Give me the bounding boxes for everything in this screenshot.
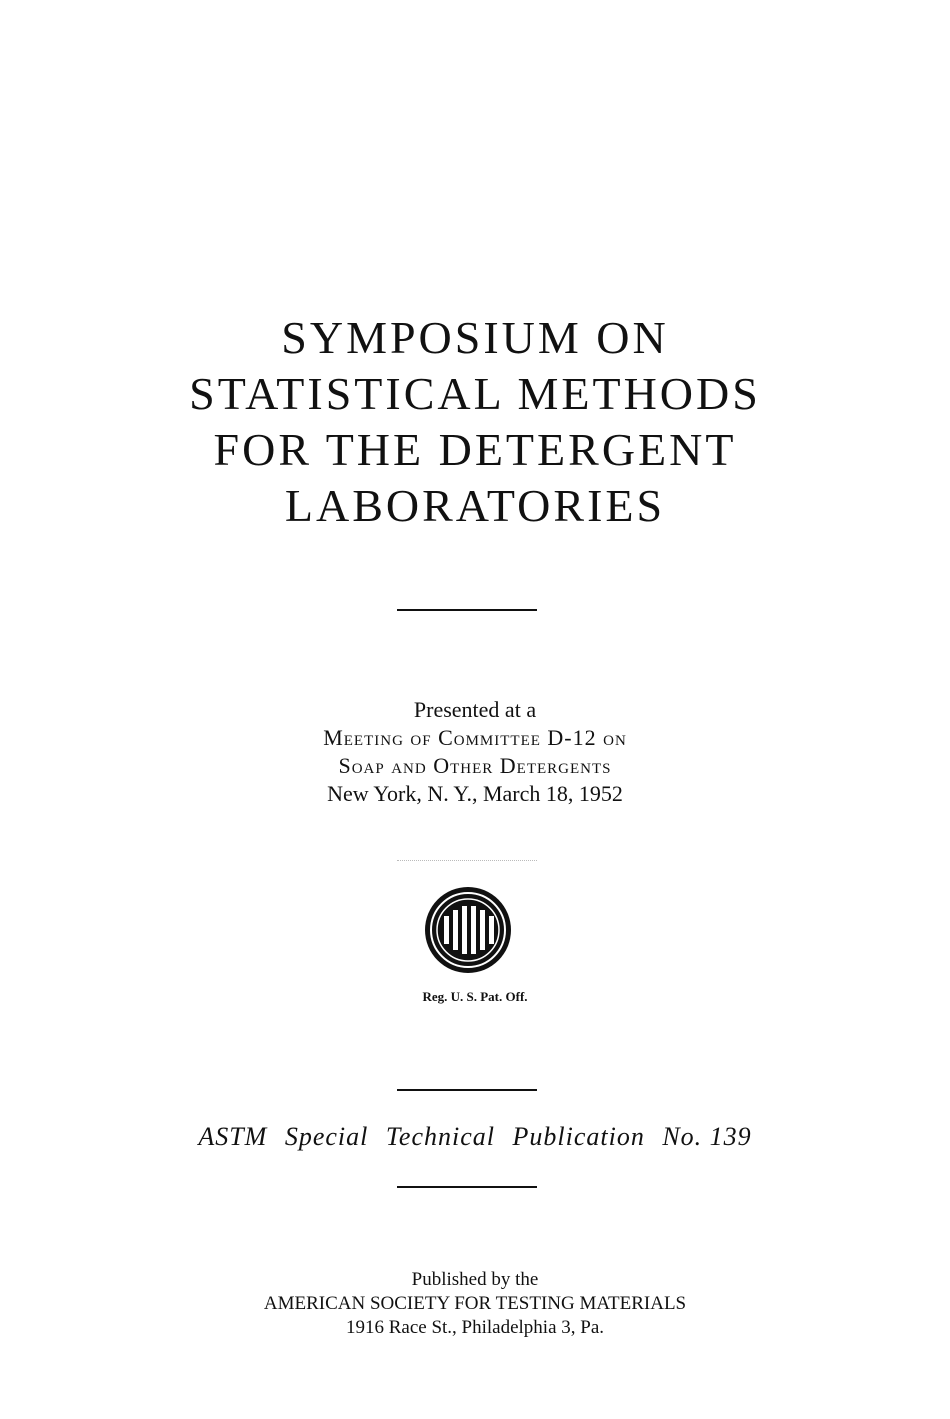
dotted-divider	[397, 860, 537, 861]
publisher-info	[0, 1268, 950, 1340]
astm-seal-icon	[424, 886, 512, 974]
presented-at-line: Presented at a	[413, 697, 537, 722]
meeting-info	[0, 696, 950, 808]
stp-word-2: Special	[284, 1122, 369, 1151]
registration-mark: Reg. U. S. Pat. Off.	[422, 989, 528, 1004]
stp-word-4: Publication	[512, 1122, 645, 1151]
published-by-line: Published by the	[411, 1269, 539, 1290]
title-block	[0, 310, 950, 534]
subject-line: Soap and Other Detergents	[338, 753, 612, 778]
stp-word-3: Technical	[385, 1122, 495, 1151]
divider-rule-bottom	[397, 1186, 537, 1188]
publisher-address: 1916 Race St., Philadelphia 3, Pa.	[345, 1317, 605, 1338]
location-date-line: New York, N. Y., March 18, 1952	[327, 781, 623, 806]
title-line-4: LABORATORIES	[284, 480, 666, 531]
stp-word-1: ASTM	[198, 1122, 268, 1151]
divider-rule-top	[397, 609, 537, 611]
title-line-1: SYMPOSIUM ON	[281, 312, 669, 363]
divider-rule-middle	[397, 1089, 537, 1091]
publisher-name: AMERICAN SOCIETY FOR TESTING MATERIALS	[263, 1293, 687, 1314]
title-line-3: FOR THE DETERGENT	[213, 424, 737, 475]
committee-line: Meeting of Committee D-12 on	[323, 725, 627, 750]
special-technical-publication	[0, 1122, 950, 1152]
title-line-2: STATISTICAL METHODS	[189, 368, 761, 419]
stp-number: No. 139	[662, 1122, 752, 1151]
